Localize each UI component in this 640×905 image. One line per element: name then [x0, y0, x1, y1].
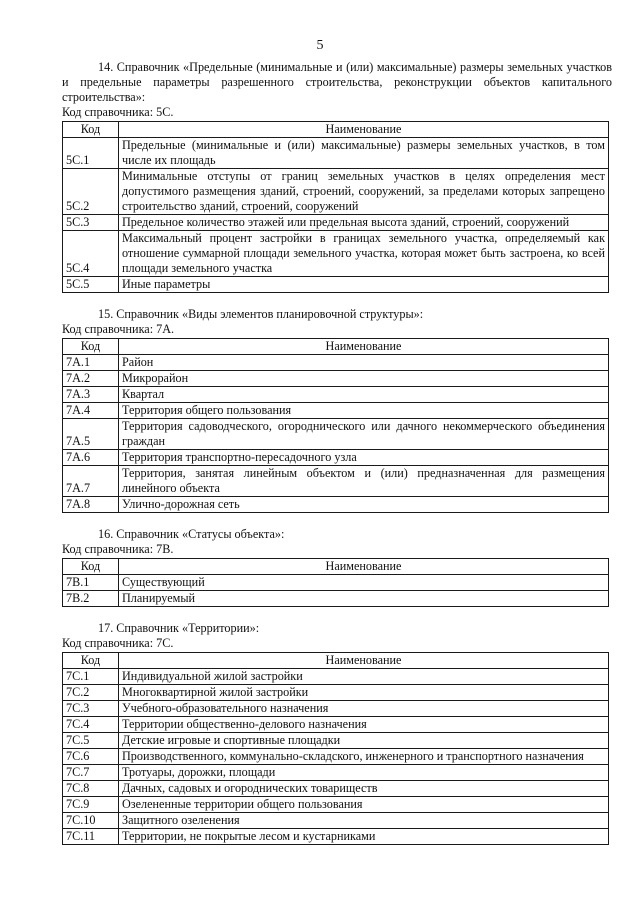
table-row — [63, 277, 609, 293]
row-code: 5С.3 — [63, 215, 119, 231]
row-code: 7С.2 — [63, 685, 119, 701]
table-row — [63, 403, 609, 419]
table-row — [63, 419, 609, 450]
section-7c — [62, 621, 612, 845]
section-heading: 14. Справочник «Предельные (минимальные и (или) максимальные) размеры земельных участков и предельные параметры разрешенного строительства, реконструкции объектов капитального строительства»: — [62, 60, 612, 104]
column-header-code: Код — [63, 339, 119, 355]
column-header-name: Наименование — [119, 122, 609, 138]
directory-code-line: Код справочника: 7А. — [62, 322, 175, 336]
row-name: Озелененные территории общего пользования — [119, 797, 609, 813]
row-name: Микрорайон — [119, 371, 609, 387]
row-code: 7С.4 — [63, 717, 119, 733]
row-name: Квартал — [119, 387, 609, 403]
table-row — [63, 733, 609, 749]
row-code: 7А.6 — [63, 450, 119, 466]
table-row — [63, 717, 609, 733]
row-name: Индивидуальной жилой застройки — [119, 669, 609, 685]
row-name: Минимальные отступы от границ земельных участков в целях определения мест допустимого размещения зданий, строений, сооружений, за пределами которых запрещено строительство зданий, строений, сооружений — [119, 169, 609, 215]
page-number: 5 — [316, 38, 324, 53]
row-name: Предельные (минимальные и (или) максимальные) размеры земельных участков, в том числе их площадь — [119, 138, 609, 169]
table-row — [63, 829, 609, 845]
table-row — [63, 371, 609, 387]
section-7b — [62, 527, 612, 607]
row-code: 7С.3 — [63, 701, 119, 717]
row-name: Максимальный процент застройки в границах земельного участка, определяемый как отношение суммарной площади земельного участка, которая может быть застроена, ко всей площади земельного участка — [119, 231, 609, 277]
section-7a — [62, 307, 612, 513]
row-name: Производственного, коммунально-складского, инженерного и транспортного назначения — [119, 749, 609, 765]
table-row — [63, 450, 609, 466]
row-name: Улично-дорожная сеть — [119, 497, 609, 513]
row-name: Территория транспортно-пересадочного узла — [119, 450, 609, 466]
table-row — [63, 797, 609, 813]
table-row — [63, 387, 609, 403]
row-code: 7А.5 — [63, 419, 119, 450]
row-code: 7С.9 — [63, 797, 119, 813]
table-row — [63, 497, 609, 513]
row-code: 7С.11 — [63, 829, 119, 845]
table-row — [63, 701, 609, 717]
row-name: Детские игровые и спортивные площадки — [119, 733, 609, 749]
row-code: 7А.8 — [63, 497, 119, 513]
column-header-code: Код — [63, 653, 119, 669]
directory-table — [62, 652, 609, 845]
section-heading: 17. Справочник «Территории»: — [98, 621, 260, 635]
row-name: Учебного-образовательного назначения — [119, 701, 609, 717]
row-name: Иные параметры — [119, 277, 609, 293]
table-header-row — [63, 122, 609, 138]
row-name: Территория садоводческого, огороднического или дачного некоммерческого объединения граждан — [119, 419, 609, 450]
section-heading: 15. Справочник «Виды элементов планировочной структуры»: — [98, 307, 424, 321]
directory-code-line: Код справочника: 7В. — [62, 542, 174, 556]
column-header-name: Наименование — [119, 653, 609, 669]
table-header-row — [63, 653, 609, 669]
table-row — [63, 591, 609, 607]
row-code: 7С.7 — [63, 765, 119, 781]
table-row — [63, 231, 609, 277]
row-name: Существующий — [119, 575, 609, 591]
row-code: 5С.2 — [63, 169, 119, 215]
row-code: 7А.3 — [63, 387, 119, 403]
row-code: 7А.7 — [63, 466, 119, 497]
row-code: 7С.5 — [63, 733, 119, 749]
row-code: 7С.10 — [63, 813, 119, 829]
table-row — [63, 765, 609, 781]
row-name: Территория, занятая линейным объектом и (или) предназначенная для размещения линейного объекта — [119, 466, 609, 497]
row-code: 7А.1 — [63, 355, 119, 371]
row-name: Предельное количество этажей или предельная высота зданий, строений, сооружений — [119, 215, 609, 231]
table-row — [63, 685, 609, 701]
table-row — [63, 813, 609, 829]
directory-table — [62, 121, 609, 293]
row-code: 5С.4 — [63, 231, 119, 277]
table-row — [63, 749, 609, 765]
row-code: 7С.1 — [63, 669, 119, 685]
row-code: 7С.8 — [63, 781, 119, 797]
row-name: Многоквартирной жилой застройки — [119, 685, 609, 701]
row-name: Территории, не покрытые лесом и кустарниками — [119, 829, 609, 845]
row-code: 7В.2 — [63, 591, 119, 607]
table-row — [63, 575, 609, 591]
table-row — [63, 169, 609, 215]
table-row — [63, 466, 609, 497]
table-header-row — [63, 339, 609, 355]
row-name: Территории общественно-делового назначения — [119, 717, 609, 733]
column-header-name: Наименование — [119, 339, 609, 355]
column-header-code: Код — [63, 122, 119, 138]
row-code: 7В.1 — [63, 575, 119, 591]
row-code: 7А.2 — [63, 371, 119, 387]
document-body — [62, 60, 612, 845]
section-5c — [62, 60, 612, 293]
table-row — [63, 781, 609, 797]
directory-code-line: Код справочника: 5С. — [62, 105, 174, 119]
directory-code-line: Код справочника: 7С. — [62, 636, 174, 650]
row-name: Район — [119, 355, 609, 371]
table-row — [63, 355, 609, 371]
row-code: 7А.4 — [63, 403, 119, 419]
row-name: Планируемый — [119, 591, 609, 607]
row-code: 5С.5 — [63, 277, 119, 293]
table-row — [63, 669, 609, 685]
table-row — [63, 138, 609, 169]
row-code: 7С.6 — [63, 749, 119, 765]
row-name: Тротуары, дорожки, площади — [119, 765, 609, 781]
table-row — [63, 215, 609, 231]
row-name: Дачных, садовых и огороднических товариществ — [119, 781, 609, 797]
section-heading: 16. Справочник «Статусы объекта»: — [98, 527, 285, 541]
column-header-code: Код — [63, 559, 119, 575]
row-name: Защитного озеленения — [119, 813, 609, 829]
directory-table — [62, 558, 609, 607]
directory-table — [62, 338, 609, 513]
table-header-row — [63, 559, 609, 575]
row-name: Территория общего пользования — [119, 403, 609, 419]
row-code: 5С.1 — [63, 138, 119, 169]
column-header-name: Наименование — [119, 559, 609, 575]
